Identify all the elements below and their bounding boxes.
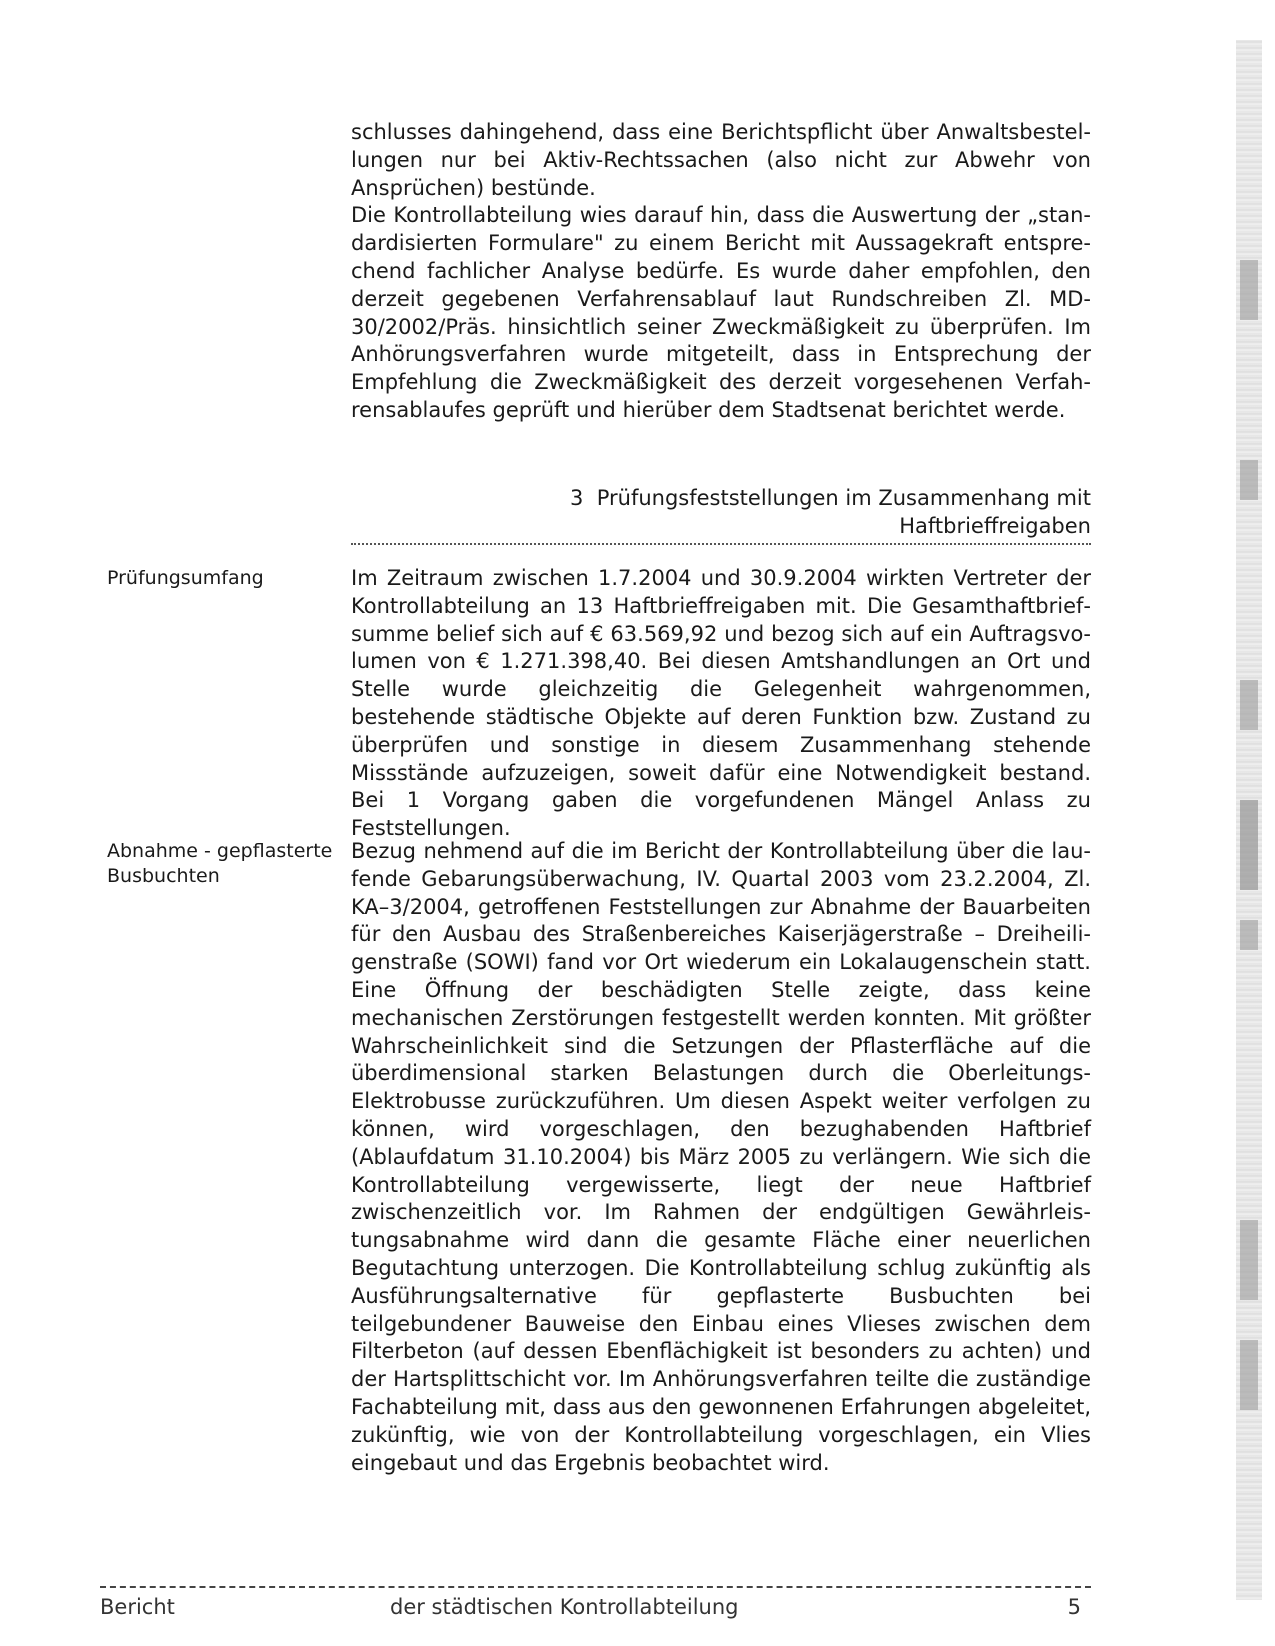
footer-divider xyxy=(100,1586,1091,1588)
section-heading-line-2: Haftbrieffreigaben xyxy=(899,514,1091,538)
section-heading-line-1: 3 Prüfungsfeststellungen im Zusammenhang mit xyxy=(570,486,1091,510)
margin-label-pruefungsumfang: Prüfungsumfang xyxy=(107,567,264,589)
intro-paragraph-part-2: Die Kontrollabteilung wies darauf hin, dass die Auswertung der „standardisierten Formulare" zu einem Bericht mit Aussagekraft entsprechend fachlicher Analyse bedürfe. Es wurde daher empfohlen, den derzeit gegebenen Verfahrensablauf laut Rundschreiben Zl. MD-30/2002/Präs. hinsichtlich seiner Zweckmäßigkeit zu überprüfen. Im Anhörungsverfahren wurde mitgeteilt, dass in Entsprechung der Empfehlung die Zweckmäßigkeit des derzeit vorgesehenen Verfahrensablaufes geprüft und hierüber dem Stadtsenat berichtet werde. xyxy=(351,203,1091,422)
intro-paragraph xyxy=(351,119,1091,425)
margin-label-abnahme-line-2: Busbuchten xyxy=(107,865,220,887)
margin-label-abnahme-line-1: Abnahme - gepflasterte xyxy=(107,840,333,862)
intro-paragraph-part-1: schlusses dahingehend, dass eine Berichtspflicht über Anwaltsbestellungen nur bei Aktiv-Rechtssachen (also nicht zur Abwehr von Ansprüchen) bestünde. xyxy=(351,120,1091,200)
footer xyxy=(100,1594,1091,1619)
footer-left-text: Bericht xyxy=(100,1595,175,1619)
footer-page-number: 5 xyxy=(1067,1595,1081,1619)
heading-divider xyxy=(351,543,1091,545)
body-paragraph-abnahme: Bezug nehmend auf die im Bericht der Kontrollabteilung über die laufende Gebarungsüberwachung, IV. Quartal 2003 vom 23.2.2004, Zl. KA–3/2004, getroffenen Feststellungen zur Abnahme der Bauarbeiten für den Ausbau des Straßenbereiches Kaiserjägerstraße – Dreiheiligenstraße (SOWI) fand vor Ort wiederum ein Lokalaugenschein statt. Eine Öffnung der beschädigten Stelle zeigte, dass keine mechanischen Zerstörungen festgestellt werden konnten. Mit größter Wahrscheinlichkeit sind die Setzungen der Pflasterfläche auf die überdimensional starken Belastungen durch die Oberleitungs-Elektrobusse zurückzuführen. Um diesen Aspekt weiter verfolgen zu können, wird vorgeschlagen, den bezughabenden Haftbrief (Ablaufdatum 31.10.2004) bis März 2005 zu verlängern. Wie sich die Kontrollabteilung vergewisserte, liegt der neue Haftbrief zwischenzeitlich vor. Im Rahmen der endgültigen Gewährleistungsabnahme wird dann die gesamte Fläche einer neuerlichen Begutachtung unterzogen. Die Kontrollabteilung schlug zukünftig als Ausführungsalternative für gepflasterte Busbuchten bei teilgebundener Bauweise den Einbau eines Vlieses zwischen dem Filterbeton (auf dessen Ebenflächigkeit ist besonders zu achten) und der Hartsplittschicht vor. Im Anhörungsverfahren teilte die zuständige Fachabteilung mit, dass aus den gewonnenen Erfahrungen abgeleitet, zukünftig, wie von der Kontrollabteilung vorgeschlagen, ein Vlies eingebaut und das Ergebnis beobachtet wird. xyxy=(351,839,1091,1475)
body-paragraph-pruefungsumfang: Im Zeitraum zwischen 1.7.2004 und 30.9.2004 wirkten Vertreter der Kontrollabteilung an 13 Haftbrieffreigaben mit. Die Gesamthaftbriefsumme belief sich auf € 63.569,92 und bezog sich auf ein Auftragsvolumen von € 1.271.398,40. Bei diesen Amtshandlungen an Ort und Stelle wurde gleichzeitig die Gelegenheit wahrgenommen, bestehende städtische Objekte auf deren Funktion bzw. Zustand zu überprüfen und sonstige in diesem Zusammenhang stehende Missstände aufzuzeigen, soweit dafür eine Notwendigkeit bestand. Bei 1 Vorgang gaben die vorgefundenen Mängel Anlass zu Feststellungen. xyxy=(351,566,1091,841)
scan-edge-artifact xyxy=(1236,40,1262,1600)
margin-label-abnahme xyxy=(107,839,337,889)
footer-middle-text: der städtischen Kontrollabteilung xyxy=(390,1595,739,1619)
section-heading xyxy=(351,484,1091,540)
